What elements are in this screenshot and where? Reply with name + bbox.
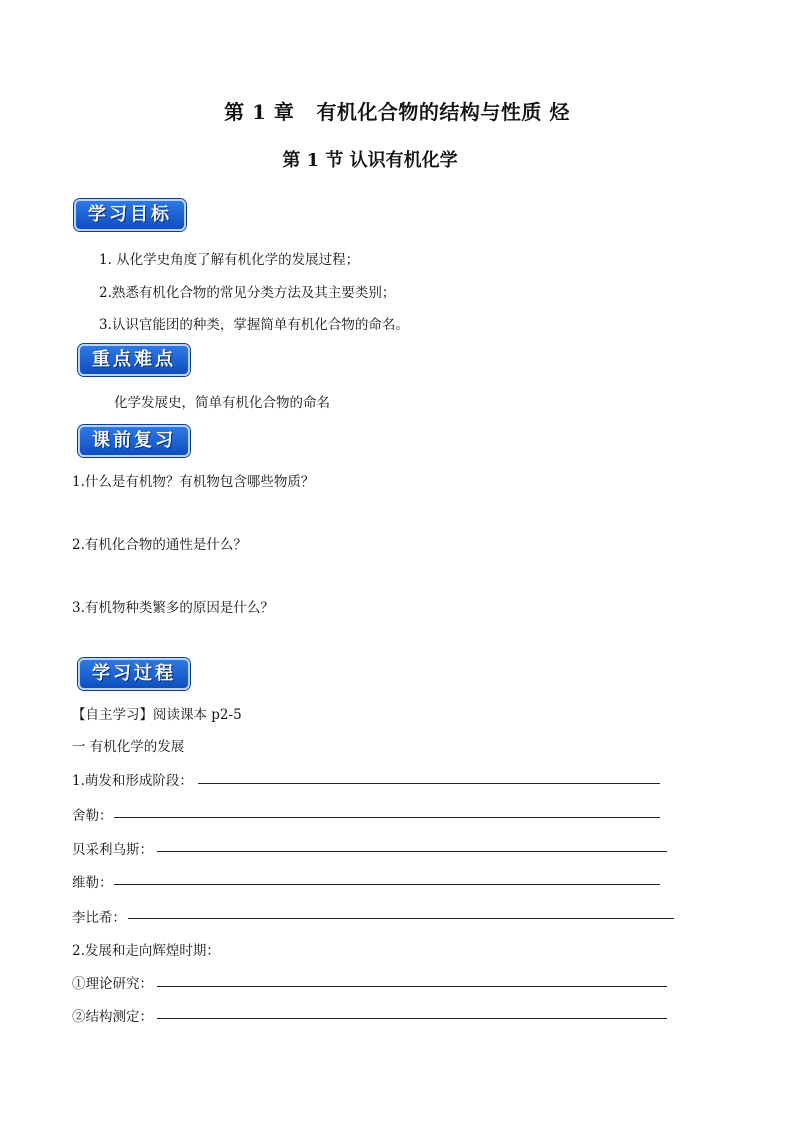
fill-blank-wohler[interactable] [114, 884, 660, 885]
fill-label-wohler: 维勒： [72, 875, 113, 891]
fill-label-structure: ②结构测定： [72, 1009, 153, 1025]
process-badge: 学习过程 [78, 658, 190, 690]
key-points-badge: 重点难点 [78, 344, 190, 376]
preview-question-1: 1.什么是有机物？有机物包含哪些物质？ [72, 474, 315, 490]
fill-blank-theory[interactable] [157, 986, 667, 987]
section-title: 第 1 节 认识有机化学 [282, 150, 458, 171]
fill-blank-stage-one[interactable] [198, 783, 660, 784]
fill-blank-structure[interactable] [157, 1018, 667, 1019]
fill-label-stage-one: 1.萌发和形成阶段： [72, 773, 193, 789]
self-study-label: 【自主学习】阅读课本 p2-5 [72, 707, 242, 723]
fill-blank-berzelius[interactable] [157, 851, 667, 852]
fill-blank-scheele[interactable] [114, 817, 660, 818]
fill-label-liebig: 李比希： [72, 910, 126, 926]
key-points-text: 化学发展史，简单有机化合物的命名 [114, 395, 330, 411]
goals-badge: 学习目标 [74, 199, 186, 231]
fill-label-theory: ①理论研究： [72, 976, 153, 992]
fill-blank-liebig[interactable] [128, 918, 674, 919]
chapter-title [0, 96, 794, 125]
preview-question-2: 2.有机化合物的通性是什么？ [72, 537, 247, 553]
fill-label-scheele: 舍勒： [72, 808, 113, 824]
stage-two-heading: 2.发展和走向辉煌时期： [72, 943, 220, 959]
part-one-heading: 一 有机化学的发展 [72, 739, 185, 755]
preview-badge: 课前复习 [78, 425, 190, 457]
chapter-number: 第 1 章 [224, 100, 295, 124]
goal-item-2: 2.熟悉有机化合物的常见分类方法及其主要类别； [99, 285, 396, 301]
chapter-name: 有机化合物的结构与性质 烃 [316, 100, 570, 124]
goal-item-1: 1. 从化学史角度了解有机化学的发展过程； [99, 252, 360, 268]
goal-item-3: 3.认识官能团的种类，掌握简单有机化合物的命名。 [99, 317, 409, 333]
fill-label-berzelius: 贝采利乌斯： [72, 842, 153, 858]
preview-question-3: 3.有机物种类繁多的原因是什么？ [72, 600, 274, 616]
